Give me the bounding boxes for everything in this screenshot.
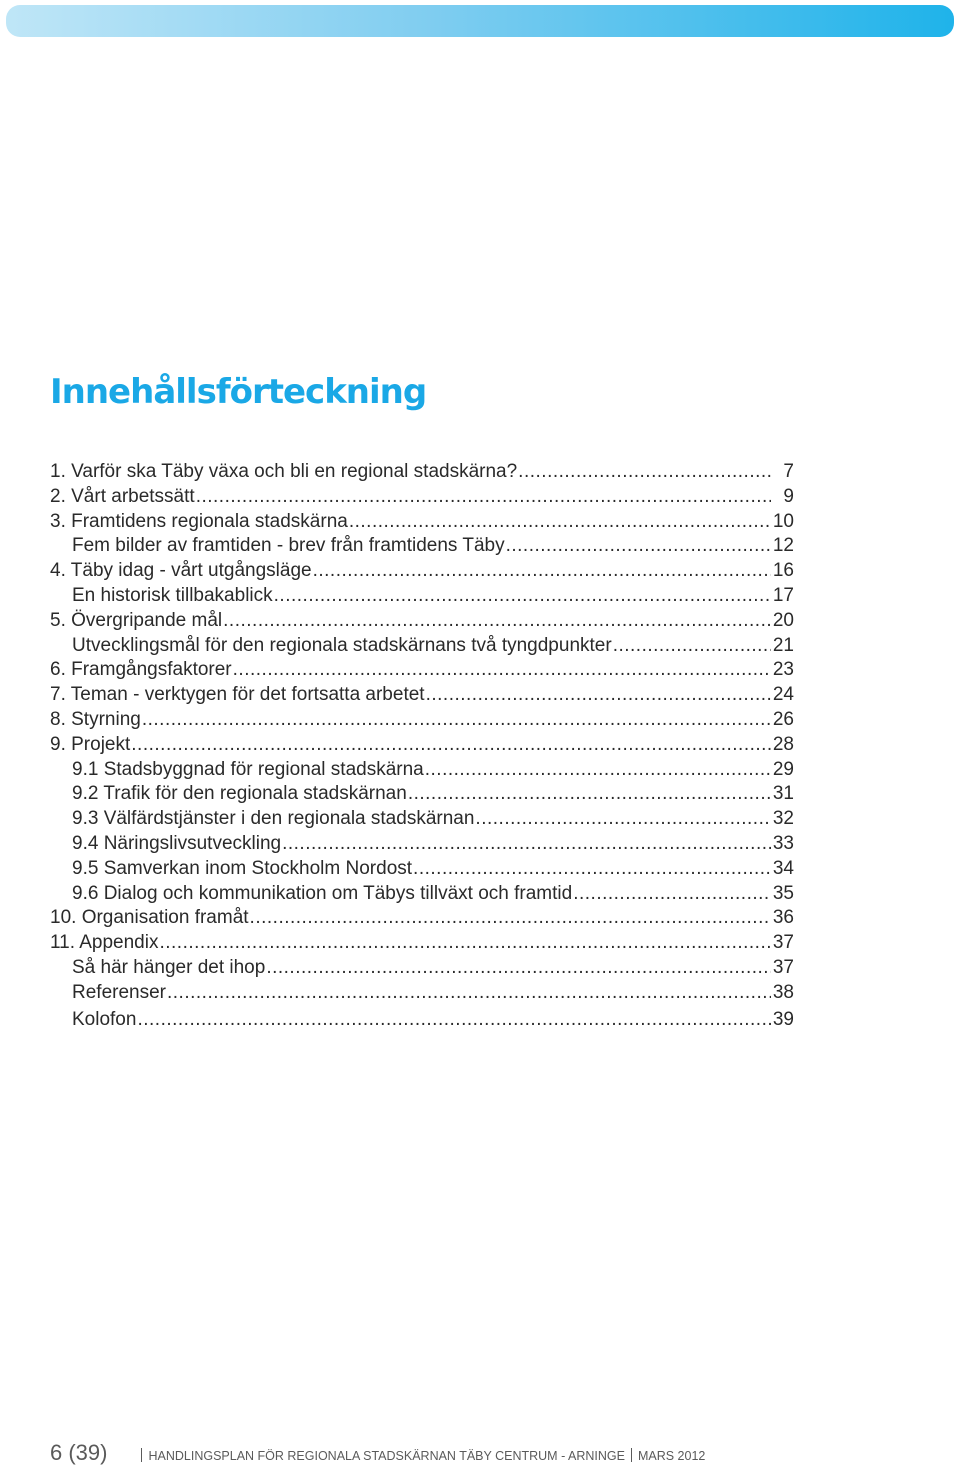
toc-leader-dots — [159, 931, 771, 956]
toc-entry-label: 3. Framtidens regionala stadskärna — [50, 510, 348, 532]
toc-entry-label: 9. Projekt — [50, 733, 131, 755]
toc-leader-dots — [167, 981, 771, 1006]
toc-entry-page: 23 — [772, 659, 794, 681]
toc-leader-dots — [142, 708, 771, 733]
toc-entry-page: 32 — [772, 808, 794, 830]
toc-entry-4-sub[interactable] — [50, 584, 794, 609]
toc-entry-label: 8. Styrning — [50, 708, 141, 730]
toc-leader-dots — [425, 758, 771, 783]
toc-leader-dots — [506, 534, 771, 559]
toc-entry-11-sub-1[interactable] — [50, 956, 794, 981]
toc-entry-page: 12 — [772, 535, 794, 557]
toc-entry-label: Kolofon — [72, 1008, 137, 1030]
toc-entry-label: 9.3 Välfärdstjänster i den regionala stadskärnan — [72, 808, 475, 830]
toc-entry-label: En historisk tillbakablick — [72, 584, 273, 606]
toc-entry-page: 37 — [772, 956, 794, 978]
toc-entry-page: 9 — [783, 485, 794, 507]
toc-leader-dots — [426, 683, 771, 708]
table-of-contents — [50, 460, 794, 1032]
footer-date: MARS 2012 — [637, 1449, 706, 1463]
toc-entry-9-4[interactable] — [50, 832, 794, 857]
toc-leader-dots — [137, 1008, 771, 1033]
toc-entry-5-sub[interactable] — [50, 634, 794, 659]
toc-leader-dots — [613, 634, 771, 659]
footer-document-title: HANDLINGSPLAN FÖR REGIONALA STADSKÄRNAN TÄBY CENTRUM - ARNINGE — [148, 1449, 625, 1463]
footer-document-info — [135, 1448, 705, 1466]
page-title: Innehållsförteckning — [50, 372, 427, 412]
toc-entry-label: 6. Framgångsfaktorer — [50, 659, 232, 681]
toc-entry-11[interactable] — [50, 931, 794, 956]
toc-entry-8[interactable] — [50, 708, 794, 733]
toc-entry-label: Referenser — [72, 981, 166, 1003]
toc-entry-label: 9.1 Stadsbyggnad för regional stadskärna — [72, 758, 424, 780]
toc-entry-1[interactable] — [50, 460, 794, 485]
toc-entry-2[interactable] — [50, 485, 794, 510]
footer-separator — [141, 1448, 142, 1462]
toc-entry-page: 7 — [783, 461, 794, 482]
toc-entry-page: 21 — [772, 634, 794, 656]
toc-entry-label: Så här hänger det ihop — [72, 956, 266, 978]
toc-entry-6[interactable] — [50, 658, 794, 683]
header-bar — [6, 5, 954, 37]
toc-entry-3[interactable] — [50, 510, 794, 535]
toc-leader-dots — [475, 807, 771, 832]
toc-entry-page: 34 — [772, 857, 794, 879]
toc-entry-label: 10. Organisation framåt — [50, 907, 249, 929]
toc-entry-label: 9.4 Näringslivsutveckling — [72, 832, 282, 854]
toc-leader-dots — [250, 906, 771, 931]
toc-leader-dots — [223, 609, 771, 634]
toc-entry-page: 33 — [772, 832, 794, 854]
toc-entry-page: 29 — [772, 758, 794, 780]
toc-entry-label: 7. Teman - verktygen för det fortsatta arbetet — [50, 684, 425, 706]
toc-entry-label: Utvecklingsmål för den regionala stadskärnans två tyngdpunkter — [72, 634, 612, 656]
toc-leader-dots — [413, 857, 771, 882]
toc-leader-dots — [282, 832, 771, 857]
toc-entry-label: 5. Övergripande mål — [50, 609, 223, 631]
toc-leader-dots — [196, 485, 771, 510]
toc-leader-dots — [313, 559, 771, 584]
toc-leader-dots — [518, 460, 771, 485]
toc-entry-label: Fem bilder av framtiden - brev från framtidens Täby — [72, 535, 505, 557]
toc-entry-label: 9.5 Samverkan inom Stockholm Nordost — [72, 857, 413, 879]
toc-entry-page: 35 — [772, 882, 794, 904]
toc-leader-dots — [233, 658, 771, 683]
toc-entry-page: 20 — [772, 609, 794, 631]
toc-entry-9-2[interactable] — [50, 782, 794, 807]
toc-entry-9-3[interactable] — [50, 807, 794, 832]
toc-entry-10[interactable] — [50, 906, 794, 931]
toc-entry-label: 9.6 Dialog och kommunikation om Täbys tillväxt och framtid — [72, 882, 573, 904]
toc-leader-dots — [349, 510, 771, 535]
toc-entry-11-sub-3[interactable] — [50, 1008, 794, 1033]
toc-entry-9[interactable] — [50, 733, 794, 758]
toc-entry-page: 17 — [772, 584, 794, 606]
toc-entry-page: 37 — [772, 932, 794, 954]
toc-leader-dots — [266, 956, 771, 981]
footer-separator — [631, 1448, 632, 1462]
toc-leader-dots — [131, 733, 771, 758]
toc-entry-label: 2. Vårt arbetssätt — [50, 485, 195, 507]
footer-page-number: 6 (39) — [50, 1440, 108, 1465]
toc-entry-11-sub-2[interactable] — [50, 981, 794, 1006]
toc-entry-9-1[interactable] — [50, 758, 794, 783]
toc-entry-page: 38 — [772, 981, 794, 1003]
toc-entry-5[interactable] — [50, 609, 794, 634]
toc-leader-dots — [274, 584, 771, 609]
toc-leader-dots — [573, 882, 771, 907]
toc-entry-label: 11. Appendix — [50, 932, 159, 954]
toc-entry-4[interactable] — [50, 559, 794, 584]
toc-entry-page: 24 — [772, 684, 794, 706]
toc-entry-label: 9.2 Trafik för den regionala stadskärnan — [72, 783, 407, 805]
page-footer — [50, 1436, 705, 1466]
toc-entry-page: 10 — [772, 510, 794, 532]
toc-entry-page: 39 — [772, 1008, 794, 1030]
toc-entry-9-6[interactable] — [50, 882, 794, 907]
toc-leader-dots — [408, 782, 771, 807]
toc-entry-label: 4. Täby idag - vårt utgångsläge — [50, 560, 312, 582]
toc-entry-7[interactable] — [50, 683, 794, 708]
toc-entry-label: 1. Varför ska Täby växa och bli en regional stadskärna? — [50, 461, 518, 482]
toc-entry-page: 36 — [772, 907, 794, 929]
toc-entry-page: 31 — [772, 783, 794, 805]
toc-entry-page: 28 — [772, 733, 794, 755]
toc-entry-page: 26 — [772, 708, 794, 730]
toc-entry-9-5[interactable] — [50, 857, 794, 882]
toc-entry-page: 16 — [772, 560, 794, 582]
toc-entry-3-sub[interactable] — [50, 534, 794, 559]
